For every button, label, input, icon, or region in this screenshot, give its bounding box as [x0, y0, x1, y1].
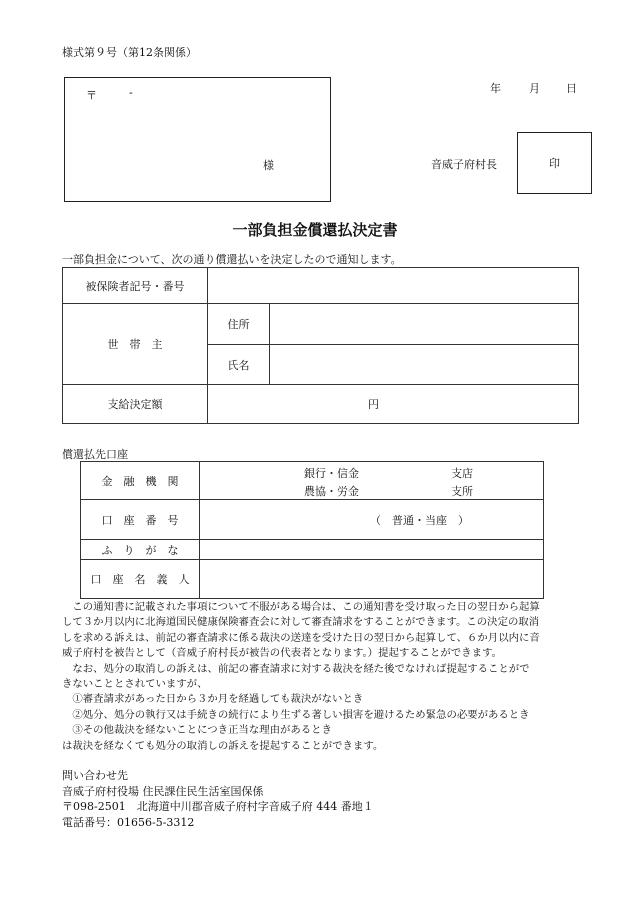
appeal-notice	[62, 600, 540, 754]
amount-value	[208, 385, 579, 424]
postal-mark: 〒	[86, 89, 97, 102]
amount-unit: 円	[368, 398, 379, 411]
date-day-label: 日	[566, 82, 577, 95]
insured-row	[63, 268, 579, 304]
branch-label-2: 支所	[451, 485, 473, 498]
account-holder-row	[81, 560, 544, 599]
bank-type-1: 銀行・信金	[304, 467, 359, 480]
account-heading: 償還払先口座	[62, 448, 128, 461]
name-value	[270, 345, 579, 385]
honorific-sama: 様	[263, 159, 274, 172]
issuer-title: 音威子府村長	[431, 158, 497, 171]
amount-label: 支給決定額	[63, 385, 208, 424]
account-holder-value	[200, 560, 544, 599]
bank-row	[81, 462, 544, 500]
name-label: 氏名	[208, 345, 270, 385]
date-year-label: 年	[490, 82, 501, 95]
notice-line: 威子府村を被告として（音威子府村長が被告の代表者となります。）提起することができます。	[62, 647, 502, 660]
account-number-label: 口 座 番 号	[81, 500, 200, 540]
contact-block	[62, 768, 374, 830]
account-type-value: （ 普通・当座 ）	[200, 500, 544, 540]
notice-line: ②処分、処分の執行又は手続きの続行により生ずる著しい損害を避けるため緊急の必要があるとき	[62, 708, 530, 721]
notice-line: ③その他裁決を経ないことにつき正当な理由があるとき	[62, 724, 332, 737]
furigana-label: ふ り が な	[81, 540, 200, 560]
seal-box	[517, 132, 592, 194]
address-row	[63, 304, 579, 345]
contact-office: 音威子府村役場 住民課住民生活室国保係	[62, 784, 264, 798]
contact-address: 〒098-2501 北海道中川郡音威子府村字音威子府 444 番地１	[62, 800, 374, 813]
bank-type-2: 農協・労金	[304, 485, 359, 498]
recipient-address-box	[64, 77, 331, 202]
account-table	[80, 461, 544, 599]
furigana-row	[81, 540, 544, 560]
furigana-value	[200, 540, 544, 560]
address-label: 住所	[208, 304, 270, 345]
notice-line: ①審査請求があった日から３か月を経過しても裁決がないとき	[62, 693, 364, 706]
intro-text: 一部負担金について、次の通り償還払いを決定したので通知します。	[62, 253, 402, 266]
notice-line: この通知書に記載された事項について不服がある場合は、この通知書を受け取った日の翌日から起算	[62, 601, 540, 613]
address-value	[270, 304, 579, 345]
householder-label: 世 帯 主	[63, 304, 208, 385]
seal-label: 印	[549, 157, 560, 170]
account-holder-label: 口 座 名 義 人	[81, 560, 200, 599]
branch-label-1: 支店	[451, 467, 473, 480]
insured-number-value	[208, 268, 579, 304]
notice-line: なお、処分の取消しの訴えは、前記の審査請求に対する裁決を経た後でなければ提起することがで	[62, 662, 530, 675]
notice-line: は裁決を経なくても処分の取消しの訴えを提起することができます。	[62, 739, 384, 752]
bank-value	[200, 462, 544, 500]
postal-dash: -	[129, 86, 133, 99]
document-title: 一部負担金償還払決定書	[232, 221, 398, 239]
date-month-label: 月	[529, 82, 540, 95]
notice-line: しを求める訴えは、前記の審査請求に係る裁決の送達を受けた日の翌日から起算して、６か月以内に音	[62, 631, 540, 644]
amount-row	[63, 385, 579, 424]
form-number: 様式第９号（第12条関係）	[62, 46, 197, 59]
account-number-row	[81, 500, 544, 540]
notice-line: きないこととされていますが、	[62, 678, 208, 691]
contact-heading: 問い合わせ先	[62, 769, 128, 782]
decision-table	[62, 267, 579, 424]
insured-number-label: 被保険者記号・番号	[63, 268, 208, 304]
bank-label: 金 融 機 関	[81, 462, 200, 500]
contact-phone: 電話番号：01656-5-3312	[62, 815, 195, 829]
notice-line: して３か月以内に北海道国民健康保険審査会に対して審査請求をすることができます。この決定の取消	[62, 616, 540, 629]
